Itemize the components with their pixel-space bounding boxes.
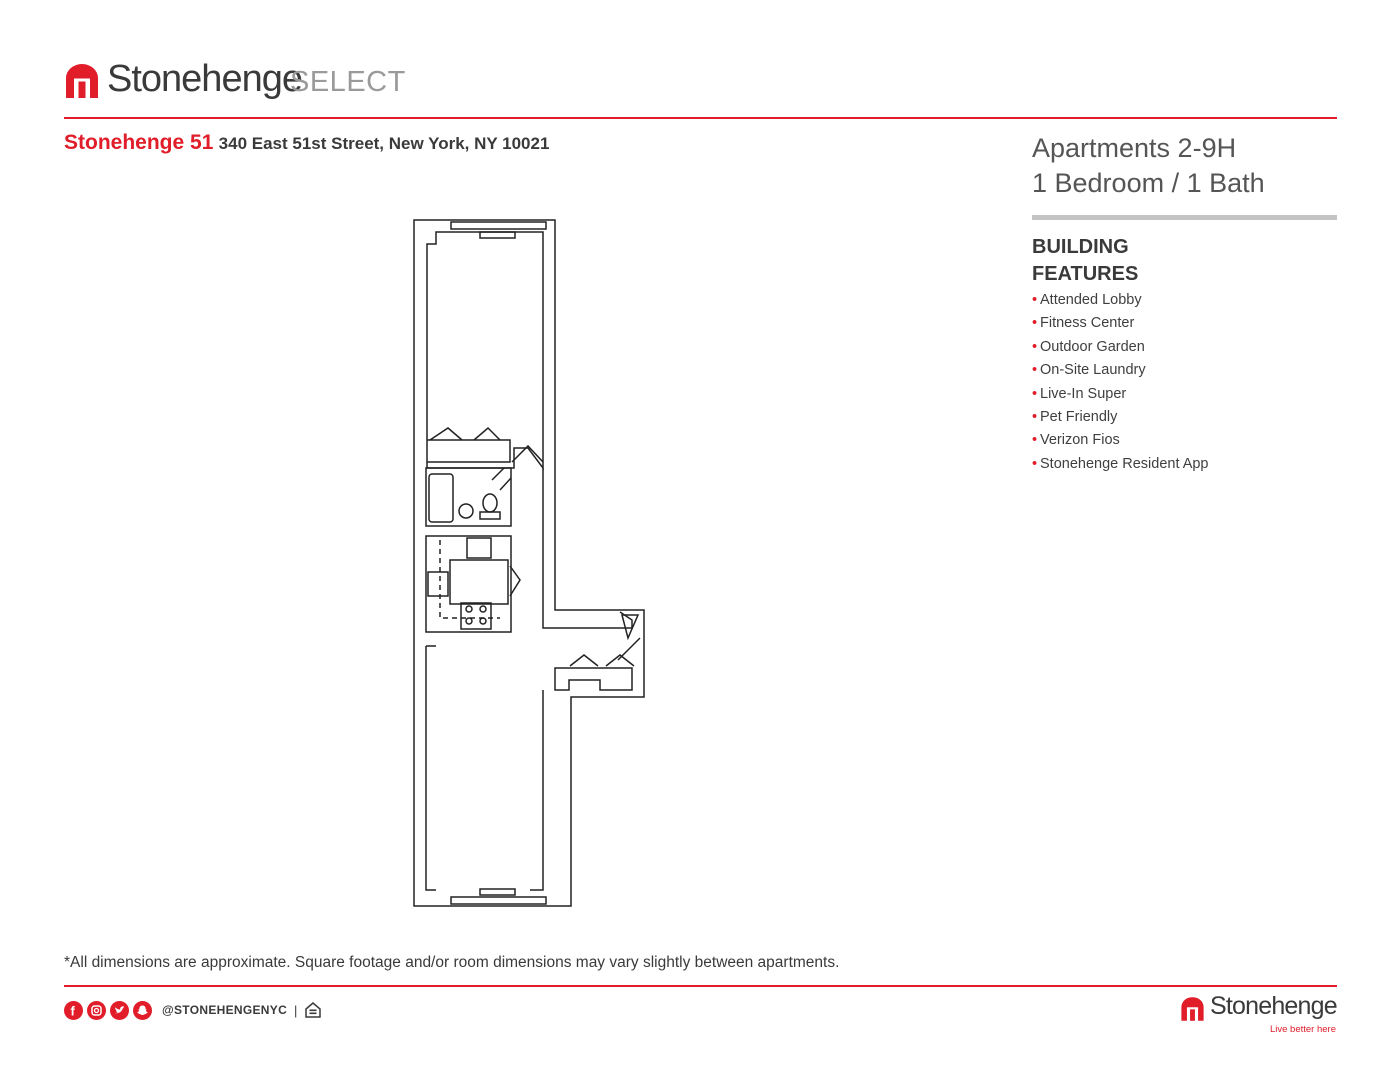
features-heading-line1: BUILDING <box>1032 236 1129 258</box>
floor-plan-drawing <box>400 210 660 920</box>
feature-label: Attended Lobby <box>1040 292 1142 308</box>
property-address: 340 East 51st Street, New York, NY 10021 <box>218 134 550 153</box>
apartment-layout: 1 Bedroom / 1 Bath <box>1032 168 1265 198</box>
kitchen-counter <box>450 560 508 604</box>
bullet: • <box>1032 292 1038 308</box>
bullet: • <box>1032 408 1038 425</box>
feature-label: Pet Friendly <box>1040 408 1118 425</box>
outer-wall <box>414 220 644 906</box>
bottom-window <box>451 897 546 904</box>
closet-doors <box>430 428 500 440</box>
bullet: • <box>1032 338 1038 355</box>
feature-item <box>1032 454 1212 474</box>
feature-item <box>1032 313 1212 333</box>
property-line <box>64 131 549 155</box>
brand-name: Stonehenge <box>107 58 302 100</box>
bathtub <box>429 474 453 522</box>
closet-outline <box>427 440 510 462</box>
feature-item <box>1032 430 1212 450</box>
toilet <box>483 494 497 512</box>
bullet: • <box>1032 455 1038 472</box>
stove <box>461 603 491 629</box>
feature-label: Stonehenge Resident App <box>1040 455 1209 472</box>
stonehenge-logo-icon <box>64 64 100 98</box>
feature-label: Fitness Center <box>1040 315 1135 332</box>
svg-text:f: f <box>70 1003 75 1018</box>
entry-closet-doors <box>570 655 634 666</box>
footer-separator: | <box>294 1002 298 1018</box>
dimensions-disclaimer: *All dimensions are approximate. Square footage and/or room dimensions may vary slightly between apartments. <box>64 954 840 971</box>
bath-door <box>492 468 511 490</box>
kitchen-sink <box>428 572 448 596</box>
property-name: Stonehenge 51 <box>64 131 214 154</box>
top-window <box>451 222 546 229</box>
bullet: • <box>1032 315 1038 332</box>
bullet: • <box>1032 362 1038 379</box>
footer-divider <box>64 985 1337 987</box>
features-heading-line2: FEATURES <box>1032 263 1139 285</box>
footer-brand-name: Stonehenge <box>1210 992 1337 1020</box>
feature-label: Live-In Super <box>1040 385 1127 402</box>
features-list <box>1032 290 1212 477</box>
feature-item <box>1032 290 1212 310</box>
bullet: • <box>1032 385 1038 402</box>
header-divider <box>64 117 1337 119</box>
social-handle[interactable]: @STONEHENGENYC <box>162 1003 288 1017</box>
entry-closet-outline <box>555 668 632 690</box>
bottom-window-sill <box>480 889 515 895</box>
feature-label: Verizon Fios <box>1040 432 1120 449</box>
title-divider <box>1032 215 1337 220</box>
footer-tagline: Live better here <box>1269 1024 1336 1035</box>
stonehenge-logo-icon <box>1180 997 1205 1021</box>
social-links <box>64 1000 322 1020</box>
brand-suffix: SELECT <box>290 66 406 98</box>
facebook-icon[interactable] <box>64 1001 83 1020</box>
apartment-title: Apartments 2-9H <box>1032 133 1237 163</box>
bedroom-inner-wall <box>427 232 543 468</box>
toilet-tank <box>480 512 500 519</box>
feature-label: Outdoor Garden <box>1040 338 1145 355</box>
fridge <box>467 538 491 558</box>
feature-item <box>1032 407 1212 427</box>
top-window-sill <box>480 232 515 238</box>
twitter-icon[interactable] <box>110 1001 129 1020</box>
instagram-icon[interactable] <box>87 1001 106 1020</box>
sink <box>459 504 473 518</box>
equal-housing-opportunity-icon <box>304 1001 322 1019</box>
entry-door <box>618 615 640 660</box>
hallway-inner-wall <box>543 468 632 628</box>
living-inner-wall <box>426 646 543 890</box>
footer-logo <box>1180 994 1338 1038</box>
feature-label: On-Site Laundry <box>1040 362 1146 379</box>
snapchat-icon[interactable] <box>133 1001 152 1020</box>
feature-item <box>1032 384 1212 404</box>
bullet: • <box>1032 432 1038 449</box>
feature-item <box>1032 337 1212 357</box>
feature-item <box>1032 360 1212 380</box>
features-heading <box>1032 234 1232 288</box>
